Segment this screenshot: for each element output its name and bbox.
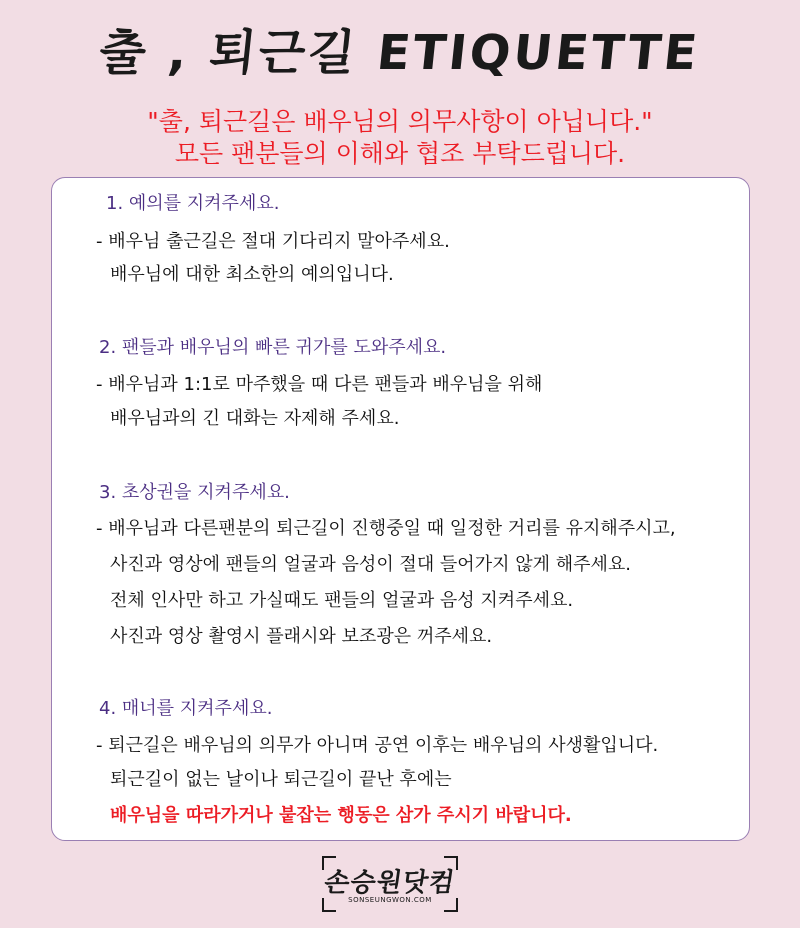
section-3-line-1: - 배우님과 다른팬분의 퇴근길이 진행중일 때 일정한 거리를 유지해주시고, [96,518,676,539]
logo-text: 손승원닷컴 [322,868,458,898]
notice-line-2: 모든 팬분들의 이해와 협조 부탁드립니다. [174,139,626,168]
section-2-heading: 2. 팬들과 배우님의 빠른 귀가를 도와주세요. [99,337,447,358]
section-2-line-1: - 배우님과 1:1로 마주했을 때 다른 팬들과 배우님을 위해 [96,374,543,395]
section-2-line-2: 배우님과의 긴 대화는 자제해 주세요. [110,408,400,429]
page-title: 출 , 퇴근길 ETIQUETTE [96,25,703,81]
section-4-line-3-warning: 배우님을 따라가거나 붙잡는 행동은 삼가 주시기 바랍니다. [110,805,572,826]
site-logo[interactable] [322,856,458,912]
section-1-line-2: 배우님에 대한 최소한의 예의입니다. [110,264,394,285]
section-4-line-2: 퇴근길이 없는 날이나 퇴근길이 끝난 후에는 [110,769,452,790]
section-3-heading: 3. 초상권을 지켜주세요. [99,482,290,503]
section-1-line-1: - 배우님 출근길은 절대 기다리지 말아주세요. [96,231,450,252]
notice-line-1: "출, 퇴근길은 배우님의 의무사항이 아닙니다." [147,107,653,136]
logo-url: SONSEUNGWON.COM [348,896,432,904]
section-4-heading: 4. 매너를 지켜주세요. [99,698,273,719]
section-3-line-4: 사진과 영상 촬영시 플래시와 보조광은 꺼주세요. [110,626,493,647]
section-4-line-1: - 퇴근길은 배우님의 의무가 아니며 공연 이후는 배우님의 사생활입니다. [96,735,659,756]
etiquette-card [51,177,750,841]
section-3-line-3: 전체 인사만 하고 가실때도 팬들의 얼굴과 음성 지켜주세요. [110,590,574,611]
section-1-heading: 1. 예의를 지켜주세요. [106,193,280,214]
section-3-line-2: 사진과 영상에 팬들의 얼굴과 음성이 절대 들어가지 않게 해주세요. [110,554,631,575]
